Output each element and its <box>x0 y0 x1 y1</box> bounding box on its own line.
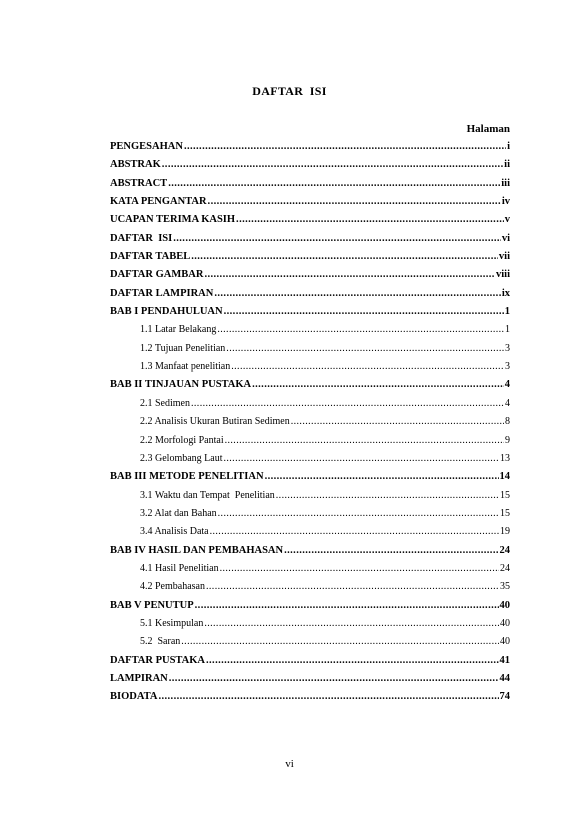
toc-chapter-entry <box>110 230 510 248</box>
table-of-contents <box>110 138 510 707</box>
toc-entry-page: 3 <box>505 361 510 373</box>
toc-entry-page: 4 <box>505 397 510 409</box>
toc-entry-page: 3 <box>505 342 510 354</box>
toc-entry-page: v <box>504 214 510 226</box>
toc-entry-page: 15 <box>500 507 510 519</box>
toc-chapter-entry <box>110 542 510 560</box>
toc-entry-label: BAB III METODE PENELITIAN <box>110 471 264 483</box>
toc-entry-page: 8 <box>505 416 510 428</box>
toc-section-entry <box>110 523 510 541</box>
toc-chapter-entry <box>110 138 510 156</box>
toc-section-entry <box>110 615 510 633</box>
toc-section-entry <box>110 413 510 431</box>
toc-entry-label: DAFTAR TABEL <box>110 251 191 263</box>
toc-chapter-entry <box>110 156 510 174</box>
dot-leader <box>173 230 501 248</box>
toc-section-entry <box>110 560 510 578</box>
dot-leader <box>214 285 500 303</box>
toc-entry-label: 4.1 Hasil Penelitian <box>140 562 219 574</box>
dot-leader <box>284 542 498 560</box>
dot-leader <box>252 376 504 394</box>
dot-leader <box>204 615 499 633</box>
page-number: vi <box>285 758 294 770</box>
dot-leader <box>184 138 506 156</box>
dot-leader <box>158 688 498 706</box>
dot-leader <box>224 303 504 321</box>
dot-leader <box>208 193 501 211</box>
dot-leader <box>291 413 504 431</box>
dot-leader <box>206 578 499 596</box>
toc-chapter-entry <box>110 193 510 211</box>
toc-entry-label: 2.2 Analisis Ukuran Butiran Sedimen <box>140 416 290 428</box>
toc-entry-page: 40 <box>499 599 510 611</box>
dot-leader <box>206 652 499 670</box>
dot-leader <box>226 340 504 358</box>
toc-entry-label: DAFTAR ISI <box>110 232 173 244</box>
toc-chapter-entry <box>110 175 510 193</box>
toc-entry-label: 1.1 Latar Belakang <box>140 324 217 336</box>
toc-chapter-entry <box>110 597 510 615</box>
toc-entry-label: ABSTRACT <box>110 177 168 189</box>
toc-entry-label: KATA PENGANTAR <box>110 196 207 208</box>
dot-leader <box>191 395 504 413</box>
toc-chapter-entry <box>110 248 510 266</box>
toc-entry-page: 14 <box>499 471 510 483</box>
toc-entry-label: 4.2 Pembahasan <box>140 581 205 593</box>
toc-entry-label: PENGESAHAN <box>110 141 183 152</box>
toc-entry-label: 2.2 Morfologi Pantai <box>140 434 224 446</box>
toc-entry-page: vii <box>498 251 510 263</box>
dot-leader <box>218 505 499 523</box>
dot-leader <box>220 560 499 578</box>
toc-entry-label: BAB V PENUTUP <box>110 599 194 611</box>
dot-leader <box>231 358 504 376</box>
toc-section-entry <box>110 340 510 358</box>
dot-leader <box>195 597 499 615</box>
dot-leader <box>276 487 499 505</box>
toc-entry-label: 2.3 Gelombang Laut <box>140 452 223 464</box>
toc-entry-label: BIODATA <box>110 691 158 703</box>
toc-chapter-entry <box>110 688 510 706</box>
toc-entry-label: UCAPAN TERIMA KASIH <box>110 214 236 226</box>
toc-entry-label: ABSTRAK <box>110 159 161 171</box>
toc-entry-page: 44 <box>499 672 510 684</box>
page-column-header: Halaman <box>466 123 510 135</box>
toc-chapter-entry <box>110 468 510 486</box>
toc-entry-page: 4 <box>504 379 510 391</box>
toc-entry-page: ix <box>501 287 510 299</box>
toc-chapter-entry <box>110 211 510 229</box>
toc-entry-label: 1.2 Tujuan Penelitian <box>140 342 226 354</box>
toc-entry-label: 2.1 Sedimen <box>140 397 190 409</box>
toc-entry-label: 3.4 Analisis Data <box>140 526 209 538</box>
toc-entry-page: 15 <box>500 489 510 501</box>
toc-entry-label: 3.1 Waktu dan Tempat Penelitian <box>140 489 275 501</box>
toc-entry-page: viii <box>495 269 510 281</box>
toc-entry-label: BAB IV HASIL DAN PEMBAHASAN <box>110 544 284 556</box>
toc-entry-page: 24 <box>499 544 510 556</box>
dot-leader <box>191 248 498 266</box>
toc-chapter-entry <box>110 670 510 688</box>
toc-entry-page: 35 <box>500 581 510 593</box>
dot-leader <box>169 670 499 688</box>
toc-entry-page: i <box>507 141 510 152</box>
dot-leader <box>265 468 499 486</box>
toc-entry-label: DAFTAR GAMBAR <box>110 269 204 281</box>
toc-entry-label: DAFTAR LAMPIRAN <box>110 287 214 299</box>
toc-entry-label: 5.2 Saran <box>140 636 181 648</box>
toc-chapter-entry <box>110 303 510 321</box>
toc-section-entry <box>110 450 510 468</box>
toc-section-entry <box>110 578 510 596</box>
toc-entry-page: 1 <box>504 306 510 318</box>
toc-section-entry <box>110 321 510 339</box>
toc-entry-page: ii <box>504 159 510 171</box>
toc-chapter-entry <box>110 652 510 670</box>
toc-entry-page: 1 <box>505 324 510 336</box>
toc-entry-page: 74 <box>499 691 510 703</box>
toc-entry-page: 41 <box>499 654 510 666</box>
toc-section-entry <box>110 395 510 413</box>
toc-section-entry <box>110 358 510 376</box>
dot-leader <box>217 321 504 339</box>
toc-entry-page: iv <box>501 196 510 208</box>
toc-entry-page: vi <box>501 232 510 244</box>
toc-chapter-entry <box>110 376 510 394</box>
dot-leader <box>204 266 495 284</box>
toc-entry-page: 40 <box>500 617 510 629</box>
dot-leader <box>223 450 499 468</box>
toc-entry-page: 24 <box>500 562 510 574</box>
dot-leader <box>236 211 504 229</box>
toc-entry-label: 5.1 Kesimpulan <box>140 617 204 629</box>
toc-entry-page: iii <box>501 177 510 189</box>
toc-entry-label: DAFTAR PUSTAKA <box>110 654 205 666</box>
document-title: DAFTAR ISI <box>252 84 327 98</box>
dot-leader <box>168 175 500 193</box>
dot-leader <box>210 523 499 541</box>
toc-entry-label: 3.2 Alat dan Bahan <box>140 507 217 519</box>
toc-entry-label: BAB I PENDAHULUAN <box>110 306 223 318</box>
toc-entry-page: 19 <box>500 526 510 538</box>
toc-entry-label: BAB II TINJAUAN PUSTAKA <box>110 379 252 391</box>
dot-leader <box>225 432 504 450</box>
toc-entry-label: 1.3 Manfaat penelitian <box>140 361 231 373</box>
toc-chapter-entry <box>110 266 510 284</box>
toc-section-entry <box>110 505 510 523</box>
toc-section-entry <box>110 633 510 651</box>
toc-chapter-entry <box>110 285 510 303</box>
toc-entry-label: LAMPIRAN <box>110 672 168 684</box>
toc-entry-page: 40 <box>500 636 510 648</box>
toc-entry-page: 13 <box>500 452 510 464</box>
toc-section-entry <box>110 487 510 505</box>
toc-entry-page: 9 <box>505 434 510 446</box>
dot-leader <box>181 633 499 651</box>
toc-section-entry <box>110 432 510 450</box>
dot-leader <box>162 156 503 174</box>
